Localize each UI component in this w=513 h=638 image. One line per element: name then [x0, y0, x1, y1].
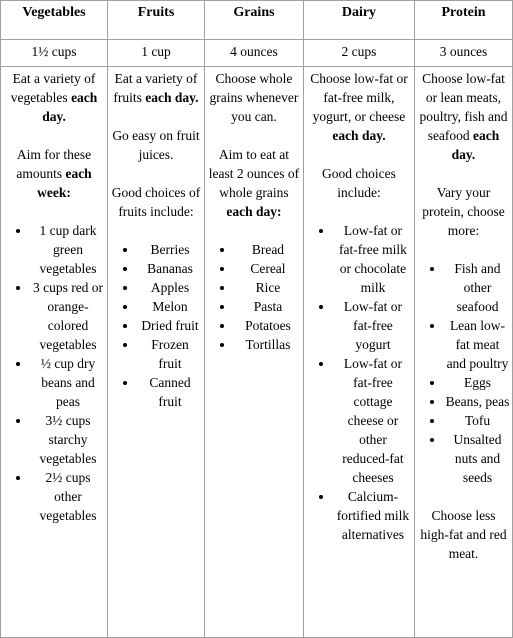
amount-protein: 3 ounces [415, 40, 513, 67]
list-item: • Beans, peas [445, 392, 510, 411]
intro-text: Choose low-fat or fat-free milk, yogurt, or cheese each day. [310, 71, 408, 143]
list-item: • Low-fat or fat-free yogurt [334, 297, 412, 354]
list-item: • Bread [235, 240, 301, 259]
list-item: • 3 cups red or orange-colored vegetables [31, 278, 105, 354]
sub-text: Go easy on fruit juices. [112, 128, 200, 162]
list-item: • Bananas [138, 259, 202, 278]
sub-text: Aim to eat at least 2 ounces of whole grains each day: [208, 147, 300, 219]
header-fruits: Fruits [108, 1, 205, 40]
intro-text: Choose whole grains whenever you can. [209, 71, 299, 124]
header-dairy: Dairy [303, 1, 414, 40]
list-item: • Canned fruit [138, 373, 202, 411]
item-list [306, 221, 412, 544]
list-item: • Dried fruit [138, 316, 202, 335]
header-protein: Protein [415, 1, 513, 40]
sub-text: Vary your protein, choose more: [422, 185, 505, 238]
guidance-grains [204, 67, 303, 638]
list-item: • Potatoes [235, 316, 301, 335]
list-item: • Melon [138, 297, 202, 316]
list-item: • Apples [138, 278, 202, 297]
list-item: • Frozen fruit [138, 335, 202, 373]
list-item: • 2½ cups other vegetables [31, 468, 105, 525]
list-item: • Fish and other seafood [445, 259, 510, 316]
list-item: • Tofu [445, 411, 510, 430]
guidance-protein [415, 67, 513, 638]
header-row [1, 1, 513, 40]
list-item: • Unsalted nuts and seeds [445, 430, 510, 487]
amount-grains: 4 ounces [204, 40, 303, 67]
sub-text-2: Good choices of fruits include: [111, 185, 201, 219]
amount-fruits: 1 cup [108, 40, 205, 67]
list-item: • Low-fat or fat-free milk or chocolate milk [334, 221, 412, 297]
list-item: • Low-fat or fat-free cottage cheese or other reduced-fat cheeses [334, 354, 412, 487]
header-vegetables: Vegetables [1, 1, 108, 40]
list-item: • Eggs [445, 373, 510, 392]
list-item: • ½ cup dry beans and peas [31, 354, 105, 411]
list-item: • 3½ cups starchy vegetables [31, 411, 105, 468]
amount-vegetables: 1½ cups [1, 40, 108, 67]
sub-text: Aim for these amounts each week: [16, 147, 92, 200]
item-list [3, 221, 105, 525]
guidance-vegetables [1, 67, 108, 638]
item-list [207, 240, 301, 354]
list-item: • Cereal [235, 259, 301, 278]
amount-row [1, 40, 513, 67]
guidance-dairy [303, 67, 414, 638]
list-item: • Pasta [235, 297, 301, 316]
list-item: • 1 cup dark green vegetables [31, 221, 105, 278]
guidance-fruits [108, 67, 205, 638]
list-item: • Tortillas [235, 335, 301, 354]
list-item: • Lean low-fat meat and poultry [445, 316, 510, 373]
item-list [110, 240, 202, 411]
list-item: • Calcium-fortified milk alternatives [334, 487, 412, 544]
item-list [417, 259, 510, 487]
header-grains: Grains [204, 1, 303, 40]
intro-text: Eat a variety of vegetables each day. [10, 71, 98, 124]
closing-text: Choose less high-fat and red meat. [420, 508, 507, 561]
list-item: • Rice [235, 278, 301, 297]
guidance-row [1, 67, 513, 638]
intro-text: Choose low-fat or lean meats, poultry, fish and seafood each day. [419, 71, 508, 162]
intro-text: Eat a variety of fruits each day. [113, 71, 199, 105]
list-item: • Berries [138, 240, 202, 259]
sub-text: Good choices include: [322, 166, 396, 200]
amount-dairy: 2 cups [303, 40, 414, 67]
